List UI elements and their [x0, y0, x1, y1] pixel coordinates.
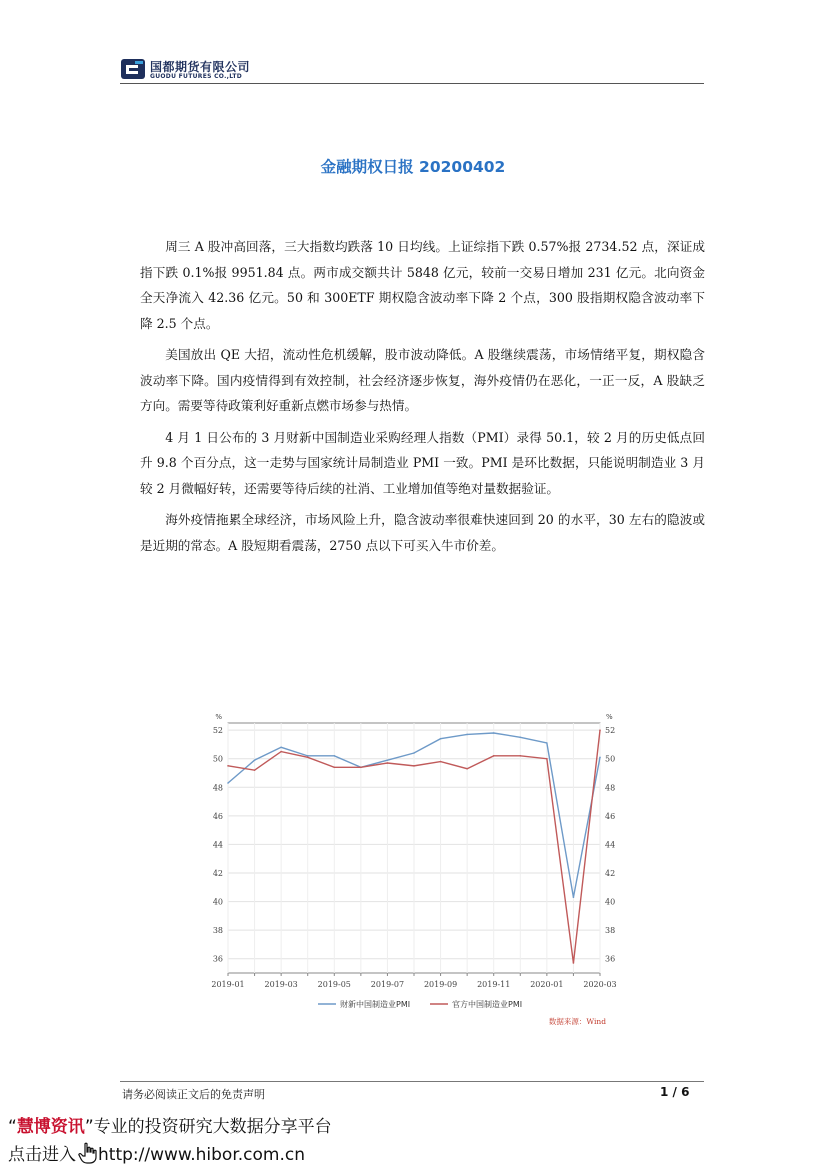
data-point: [387, 762, 389, 764]
data-point: [333, 766, 335, 768]
data-point: [227, 765, 229, 767]
paragraph: 美国放出 QE 大招，流动性危机缓解，股市波动降低。A 股继续震荡，市场情绪平复，期权隐含波动率下降。国内疫情得到有效控制，社会经济逐步恢复，海外疫情仍在恶化，一正一反，A 股缺乏方向。需要等待政策利好重新点燃市场参与热情。: [140, 347, 705, 413]
page-number: 1 / 6: [660, 1085, 690, 1099]
open-quote: “: [8, 1117, 17, 1137]
data-point: [307, 756, 309, 758]
y-tick-label-left: 36: [212, 954, 223, 964]
data-point: [387, 759, 389, 761]
y-tick-label-right: 38: [605, 926, 616, 936]
x-tick-label: 2019-03: [264, 980, 298, 989]
paragraph: 周三 A 股冲高回落，三大指数均跌落 10 日均线。上证综指下跌 0.57%报 2734.52 点，深证成指下跌 0.1%报 9951.84 点。两市成交额共计 5848 亿元，较前一交易日增加 231 亿元。北向资金全天净流入 42.36 亿元。50 和 300ETF 期权隐含波动率下降 2 个点，300 股指期权隐含波动率下降 2.5 个点。: [140, 239, 705, 331]
data-point: [599, 729, 601, 731]
data-point: [280, 746, 282, 748]
y-tick-label-right: 40: [605, 897, 616, 907]
guodu-logo-icon: [120, 57, 146, 81]
x-tick-label: 2019-01: [211, 980, 245, 989]
y-unit-left: %: [215, 713, 222, 721]
y-tick-label-left: 46: [212, 811, 223, 821]
data-point: [466, 734, 468, 736]
x-tick-label: 2019-11: [477, 980, 511, 989]
data-point: [493, 732, 495, 734]
promo-brand: 慧博资讯: [16, 1117, 85, 1137]
data-point: [227, 782, 229, 784]
page-title: 金融期权日报 20200402: [320, 158, 506, 176]
y-tick-label-right: 48: [605, 783, 616, 793]
data-point: [599, 756, 601, 758]
data-point: [440, 761, 442, 763]
x-tick-label: 2020-03: [583, 980, 617, 989]
pmi-chart: [190, 705, 630, 1030]
data-point: [254, 769, 256, 771]
legend-label: 财新中国制造业PMI: [340, 1000, 411, 1009]
y-tick-label-left: 44: [212, 840, 223, 850]
y-tick-label-left: 38: [212, 926, 223, 936]
paragraph: 海外疫情拖累全球经济，市场风险上升，隐含波动率很难快速回到 20 的水平，30 左右的隐波或是近期的常态。A 股短期看震荡，2750 点以下可买入牛市价差。: [140, 512, 705, 553]
x-tick-label: 2020-01: [530, 980, 564, 989]
x-tick-label: 2019-09: [423, 980, 458, 989]
data-point: [280, 751, 282, 753]
y-unit-right: %: [606, 713, 613, 721]
header-divider: [120, 83, 704, 84]
data-point: [546, 758, 548, 760]
chart-source-note: 数据来源：Wind: [548, 1017, 606, 1026]
pmi-chart-svg: [190, 705, 630, 1030]
data-point: [573, 962, 575, 964]
company-name-cn: 国都期货有限公司: [150, 60, 251, 74]
y-tick-label-right: 50: [605, 754, 616, 764]
data-point: [519, 736, 521, 738]
data-point: [466, 768, 468, 770]
data-point: [413, 752, 415, 754]
data-point: [413, 765, 415, 767]
data-point: [360, 766, 362, 768]
y-tick-label-left: 48: [212, 783, 223, 793]
close-quote: ”: [84, 1117, 94, 1137]
paragraph: 4 月 1 日公布的 3 月财新中国制造业采购经理人指数（PMI）录得 50.1，较 2 月的历史低点回升 9.8 个百分点，这一走势与国家统计局制造业 PMI 一致。PMI 是环比数据，只能说明制造业 3 月较 2 月微幅好转，还需要等待后续的社消、工业增加值等绝对量数据验证。: [140, 429, 705, 496]
data-point: [307, 755, 309, 757]
disclaimer-note: 请务必阅读正文后的免责声明: [122, 1088, 265, 1101]
y-tick-label-left: 50: [212, 754, 223, 764]
y-tick-label-right: 52: [605, 726, 616, 736]
y-tick-label-right: 46: [605, 811, 616, 821]
page-header: [120, 56, 704, 86]
data-point: [573, 896, 575, 898]
y-tick-label-left: 52: [212, 726, 223, 736]
promo-slogan: [8, 1112, 332, 1137]
y-tick-label-left: 40: [212, 897, 223, 907]
x-tick-label: 2019-07: [370, 980, 405, 989]
data-point: [440, 738, 442, 740]
data-point: [254, 759, 256, 761]
data-point: [546, 742, 548, 744]
y-tick-label-left: 42: [212, 869, 223, 878]
legend-label: 官方中国制造业PMI: [452, 1000, 523, 1009]
report-body: [140, 234, 705, 564]
x-tick-label: 2019-05: [317, 980, 351, 989]
data-point: [519, 755, 521, 757]
y-tick-label-right: 42: [605, 869, 616, 878]
promo-slogan-text: 专业的投资研究大数据分享平台: [93, 1117, 332, 1137]
y-tick-label-right: 36: [605, 954, 616, 964]
y-tick-label-right: 44: [605, 840, 616, 850]
company-name-en: GUODU FUTURES CO.,LTD: [150, 73, 243, 80]
data-point: [333, 755, 335, 757]
data-point: [493, 755, 495, 757]
hibor-link[interactable]: http://www.hibor.com.cn: [98, 1145, 305, 1165]
pointing-hand-icon: [78, 1142, 98, 1164]
footer-divider: [120, 1081, 704, 1082]
promo-link-label: 点击进入: [8, 1145, 76, 1165]
promo-link-line[interactable]: [8, 1140, 305, 1165]
